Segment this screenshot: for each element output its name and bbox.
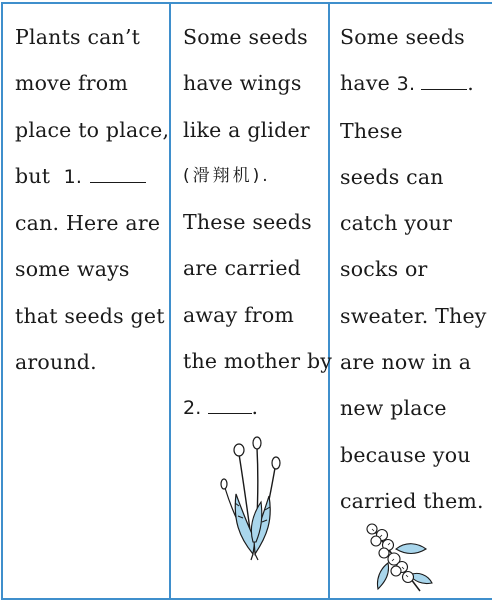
text-line: are carried	[183, 256, 301, 281]
text-line: Some seeds	[183, 25, 308, 49]
text-line: can. Here are	[15, 211, 161, 236]
text-line: away from	[183, 302, 295, 327]
text-line: around.	[15, 350, 97, 375]
text-line: sweater. They	[340, 303, 487, 328]
dandelion-plant-illustration	[209, 432, 299, 562]
column-plants	[2, 3, 170, 599]
text-line: that seeds get	[15, 303, 165, 328]
text-line: the mother by	[183, 349, 333, 374]
column-wings	[170, 3, 333, 599]
text-line-with-blank-2	[183, 384, 324, 431]
column-sticky-seeds-text	[330, 4, 492, 524]
text-line: Some seeds	[340, 25, 465, 49]
text-line: socks or	[340, 257, 428, 282]
burdock-seed-illustration	[362, 519, 442, 597]
blank-number-3: 3.	[396, 73, 416, 96]
text-line-with-blank-3	[340, 60, 488, 107]
text-fragment: have	[340, 71, 390, 96]
chinese-gloss: (滑翔机).	[183, 165, 271, 186]
column-wings-text	[171, 4, 333, 432]
text-line: seeds can	[340, 164, 444, 189]
text-line: move from	[15, 71, 128, 96]
text-line: place to place,	[15, 117, 170, 142]
text-line-with-blank-1	[15, 153, 165, 200]
answer-blank-2[interactable]	[208, 412, 252, 414]
text-line: like a glider	[183, 117, 310, 142]
text-line: These	[340, 118, 403, 143]
blank-number-2: 2.	[183, 397, 202, 420]
blank-number-1: 1.	[63, 165, 83, 188]
text-line: because you	[340, 442, 471, 467]
text-line: Plants can’t	[15, 25, 141, 49]
column-sticky-seeds	[329, 3, 492, 599]
text-line: are now in a	[340, 350, 472, 375]
answer-blank-3[interactable]	[421, 88, 467, 90]
text-fragment: .	[251, 395, 259, 420]
answer-blank-1[interactable]	[90, 181, 146, 183]
reading-table	[1, 2, 492, 600]
column-plants-text	[3, 4, 169, 385]
text-fragment: .	[467, 71, 474, 96]
text-line: some ways	[15, 257, 130, 282]
text-line: These seeds	[183, 210, 312, 235]
text-line: carried them.	[340, 488, 484, 513]
text-line: have wings	[183, 71, 302, 96]
text-line: catch your	[340, 211, 453, 236]
text-fragment: but	[15, 163, 51, 188]
text-line: new place	[340, 396, 447, 421]
